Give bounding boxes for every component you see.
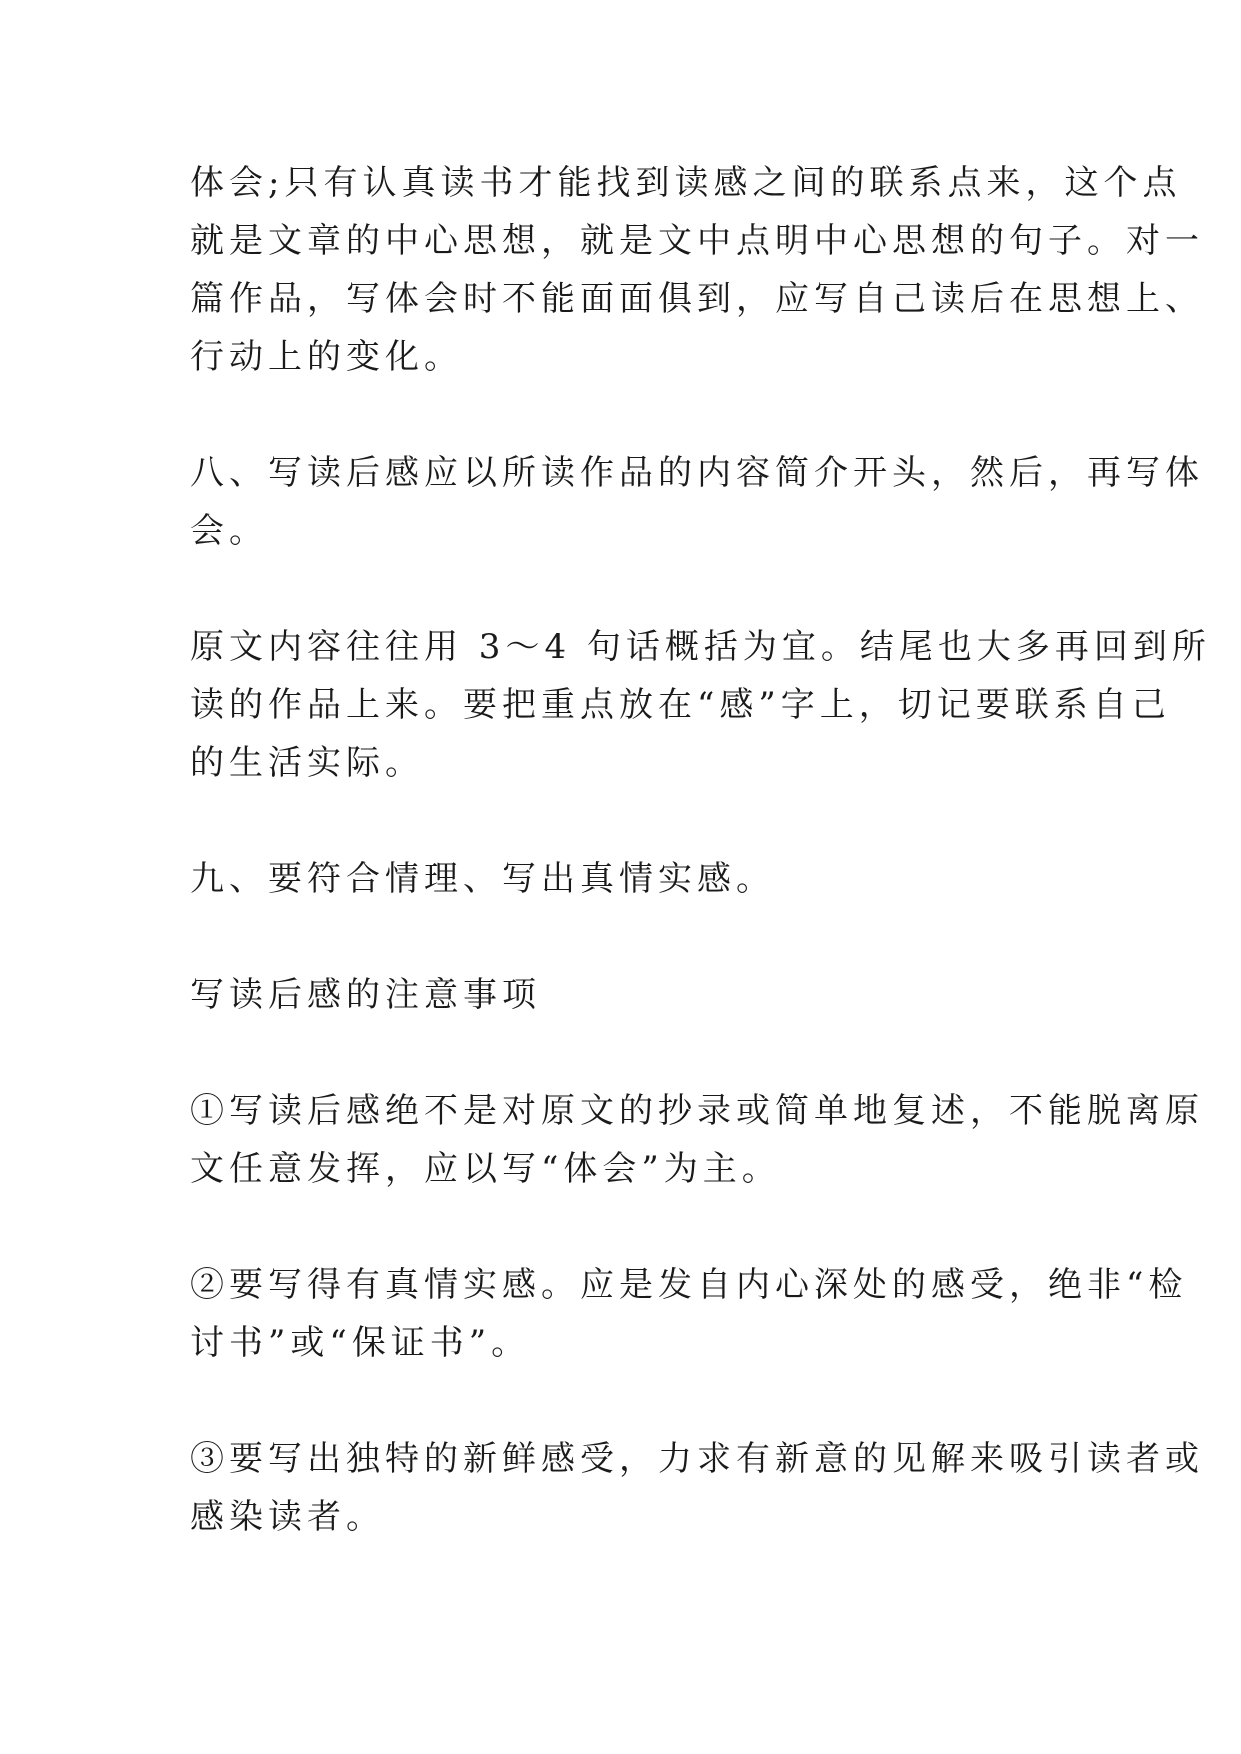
paragraph-line: 会。 (190, 511, 268, 551)
paragraph-4 (190, 850, 1070, 908)
paragraph-line: 八、写读后感应以所读作品的内容简介开头，然后，再写体 (190, 453, 1204, 493)
paragraph-line: 篇作品，写体会时不能面面俱到，应写自己读后在思想上、 (190, 279, 1204, 319)
paragraph-line: 就是文章的中心思想，就是文中点明中心思想的句子。对一 (190, 221, 1204, 261)
paragraph-3 (190, 618, 1211, 792)
section-heading (190, 966, 1070, 1024)
paragraph-line: 原文内容往往用 3～4 句话概括为宜。结尾也大多再回到所 (190, 627, 1211, 667)
paragraph-line: 的生活实际。 (190, 743, 424, 783)
heading-line: 写读后感的注意事项 (190, 975, 541, 1015)
paragraph-line: ①写读后感绝不是对原文的抄录或简单地复述，不能脱离原 (190, 1091, 1204, 1131)
paragraph-2 (190, 444, 1204, 560)
paragraph-line: 九、要符合情理、写出真情实感。 (190, 859, 775, 899)
paragraph-line: ②要写得有真情实感。应是发自内心深处的感受，绝非“检 (190, 1265, 1188, 1305)
paragraph-line: 行动上的变化。 (190, 337, 463, 377)
paragraph-line: 感染读者。 (190, 1497, 385, 1537)
paragraph-line: 读的作品上来。要把重点放在“感”字上，切记要联系自己 (190, 685, 1171, 725)
note-item-2 (190, 1256, 1188, 1372)
note-item-1 (190, 1082, 1204, 1198)
paragraph-line: 体会;只有认真读书才能找到读感之间的联系点来，这个点 (190, 163, 1182, 203)
paragraph-1 (190, 154, 1204, 386)
paragraph-line: ③要写出独特的新鲜感受，力求有新意的见解来吸引读者或 (190, 1439, 1204, 1479)
paragraph-line: 文任意发挥，应以写“体会”为主。 (190, 1149, 781, 1189)
document-body (190, 154, 1211, 1546)
paragraph-line: 讨书”或“保证书”。 (190, 1323, 531, 1363)
note-item-3 (190, 1430, 1204, 1546)
